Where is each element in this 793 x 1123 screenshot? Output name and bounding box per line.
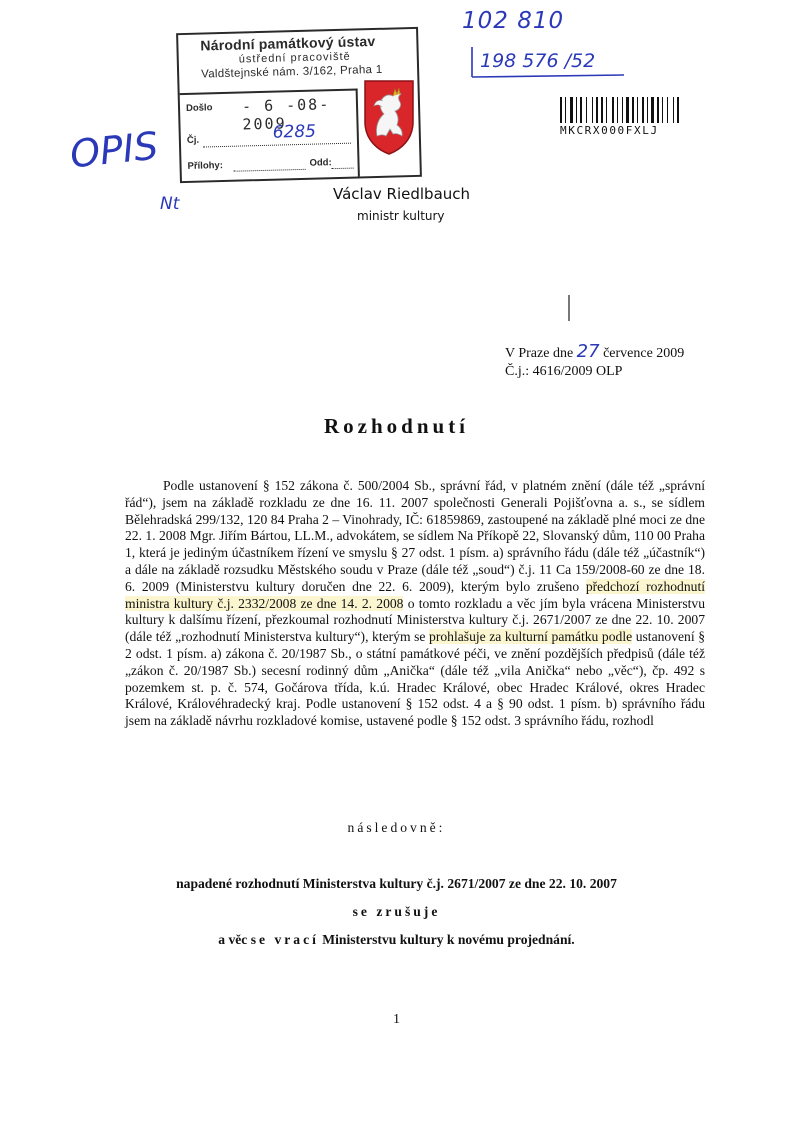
document-title: Rozhodnutí — [323, 414, 470, 438]
dateline — [505, 343, 684, 381]
barcode-bar — [645, 97, 646, 123]
stamp-fields — [180, 88, 360, 181]
barcode-bar — [617, 97, 618, 123]
barcode-text: MKCRX000FXLJ — [560, 124, 659, 137]
stamp-organization: Národní památkový ústav — [200, 32, 376, 54]
barcode-bar — [606, 97, 607, 123]
barcode-bar — [647, 97, 648, 123]
handwritten-opis: OPIS — [67, 123, 161, 177]
barcode-bar — [675, 97, 676, 123]
barcode-bar — [594, 97, 595, 123]
barcode-bar — [669, 97, 672, 123]
decision-line-1: napadené rozhodnutí Ministerstva kultury č.j. 2671/2007 ze dne 22. 10. 2007 — [176, 876, 617, 891]
coat-of-arms-icon — [362, 78, 416, 156]
barcode-bar — [660, 97, 661, 123]
barcode-bar — [570, 97, 573, 123]
barcode-bar — [673, 97, 674, 123]
handwritten-reference-box — [468, 44, 628, 80]
barcode-bar — [655, 97, 656, 123]
handwritten-reference: 198 576 /52 — [480, 50, 596, 72]
barcode-bar — [560, 97, 562, 123]
barcode-bar — [664, 97, 666, 123]
decision-line-3 — [0, 932, 793, 948]
page-number: 1 — [393, 1012, 400, 1027]
barcode-bar — [596, 97, 598, 123]
sender-role: ministr kultury — [357, 209, 445, 223]
stamp-received-date: - 6 -08- 2009 — [241, 95, 331, 134]
barcode-bar — [662, 97, 663, 123]
barcode-bar — [657, 97, 659, 123]
body-text-part: o tomto rozkladu a věc jím byla vrácena Ministerstvu kultury k dalšímu řízení, přezkoumal rozhodnutí Ministerstva kultury č.j. 2671/2007 ze dne 22. 10. 2007 (dále též „rozhodnutí Ministerstva kultury“), kterým se — [125, 595, 705, 645]
barcode-bar — [619, 97, 621, 123]
barcode-bar — [565, 97, 566, 123]
barcode-bar — [580, 97, 582, 123]
barcode-bar — [622, 97, 623, 123]
barcode — [560, 97, 720, 123]
barcode-bar — [615, 97, 616, 123]
barcode-bar — [599, 97, 600, 123]
stamp-ref-handwritten: 6285 — [272, 121, 317, 143]
pen-mark — [568, 295, 570, 321]
decision-line-3-a: a věc — [218, 932, 251, 947]
barcode-bar — [651, 97, 654, 123]
body-text-part: ustanovení § 2 odst. 1 písm. a) zákona č. 20/1987 Sb., o státní památkové péči, ve znění pozdějších předpisů (dále též „zákon č. 20/1987 Sb.) secesní rodinný dům „Anička“ (dále též „vila Anička“ nebo „věc“), čp. 492 s pozemkem st. p. č. 574, Gočárova třída, k.ú. Hradec Králové, obec Hradec Králové, okres Hradec Králové, Královéhradecký kraj. Podle ustanovení § 152 odst. 4 a § 90 odst. 1 písm. b) správního řádu jsem na základě návrhu rozkladové komise, ustavené podle § 152 odst. 3 správního řádu, rozhodl — [125, 629, 705, 729]
barcode-bar — [642, 97, 644, 123]
dateline-place-date — [505, 343, 684, 363]
barcode-bar — [612, 97, 614, 123]
stamp-ref-dots — [203, 143, 351, 148]
stamp-attachments-label: Přílohy: — [187, 160, 224, 172]
barcode-bar — [586, 97, 587, 123]
dateline-month-year: července 2009 — [603, 346, 685, 361]
body-highlight: prohlašuje za kulturní památku podle — [429, 629, 633, 645]
barcode-bar — [588, 97, 591, 123]
decision-line-3-c: Ministerstvu kultury k novému projednání. — [318, 932, 575, 947]
handwritten-initials: Nt — [160, 194, 180, 214]
barcode-bar — [637, 97, 638, 123]
barcode-bar — [567, 97, 569, 123]
stamp-attachments-dots — [234, 169, 306, 172]
stamp-address: Valdštejnské nám. 3/162, Praha 1 — [201, 63, 383, 81]
barcode-bar — [583, 97, 585, 123]
body-paragraph — [125, 478, 705, 730]
stamp-subtitle: ústřední pracoviště — [238, 50, 351, 66]
stamp-dept-label: Odd: — [309, 157, 332, 169]
barcode-bar — [632, 97, 634, 123]
dateline-reference: Č.j.: 4616/2009 OLP — [505, 364, 623, 379]
barcode-bar — [604, 97, 605, 123]
stamp-ref-label: Čj. — [186, 134, 200, 146]
barcode-bar — [680, 97, 681, 123]
stamp-dept-dots — [332, 168, 354, 170]
sender-name: Václav Riedlbauch — [333, 185, 471, 203]
decision-line-3-b: se vrací — [250, 932, 319, 947]
barcode-bar — [667, 97, 668, 123]
barcode-bar — [635, 97, 636, 123]
barcode-bar — [677, 97, 679, 123]
barcode-bar — [601, 97, 603, 123]
body-text-part: Podle ustanovení § 152 zákona č. 500/2004 Sb., správní řád, v platném znění (dále též „správní řád“), jsem na základě rozkladu ze dne 16. 11. 2007 společnosti Generali Pojišťovna a. s., se sídlem Bělehradská 299/132, 120 84 Praha 2 – Vinohrady, IČ: 61859869, zastoupené na základě plné moci ze dne 22. 1. 2008 Mgr. Jiřím Bártou, LL.M., advokátem, se sídlem Na Příkopě 22, Slovanský dům, 110 00 Praha 1, která je jediným účastníkem řízení ve smyslu § 27 odst. 1 písm. a) správního řádu (dále též „účastník“) a dále na základě rozsudku Městského soudu v Praze (dále též „soud“) č.j. 11 Ca 159/2008-60 ze dne 18. 6. 2009 (Ministerstvu kultury doručen dne 22. 6. 2009), kterým bylo zrušeno — [125, 478, 705, 594]
barcode-bar — [639, 97, 641, 123]
barcode-bar — [578, 97, 579, 123]
barcode-bar — [574, 97, 575, 123]
body-highlight: předchozí rozhodnutí ministra kultury č.j. 2332/2008 ze dne 14. 2. 2008 — [125, 578, 706, 611]
barcode-bar — [630, 97, 631, 123]
barcode-bar — [624, 97, 625, 123]
dateline-day-handwritten: 27 — [576, 341, 600, 362]
dateline-prefix: V Praze dne — [505, 346, 574, 361]
barcode-bar — [563, 97, 564, 123]
handwritten-registry-number: 102 810 — [462, 8, 565, 34]
barcode-bar — [649, 97, 650, 123]
barcode-bar — [608, 97, 611, 123]
decision-intro: následovně: — [347, 820, 446, 835]
decision-line-2: se zrušuje — [352, 904, 441, 919]
barcode-bar — [576, 97, 577, 123]
barcode-bar — [626, 97, 629, 123]
barcode-bar — [592, 97, 593, 123]
stamp-received-label: Došlo — [185, 102, 213, 114]
